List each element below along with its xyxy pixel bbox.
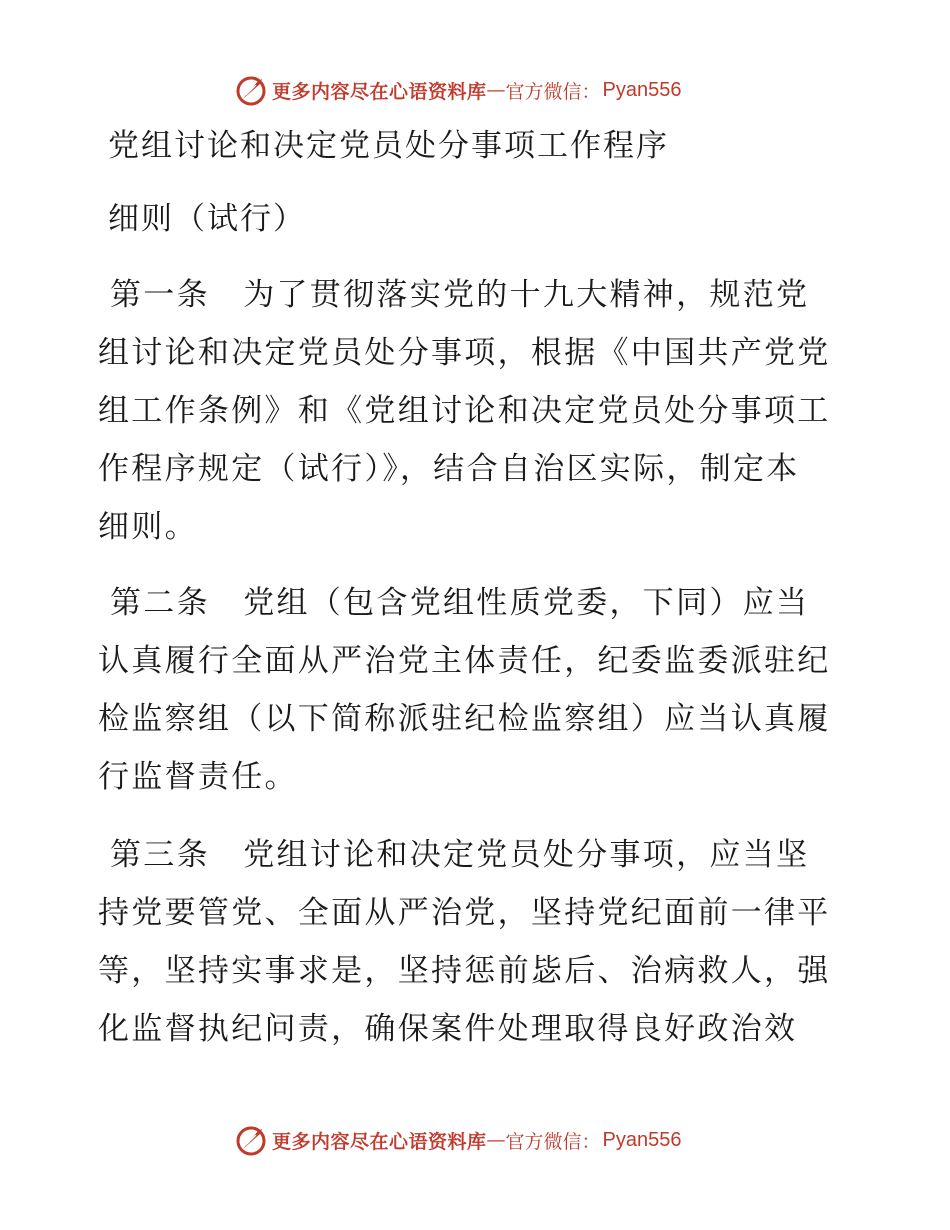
text-line: 认真履行全面从严治党主体责任，纪委监委派驻纪 [98,643,831,679]
text-line: 第一条 为了贯彻落实党的十九大精神，规范党 [110,277,810,313]
text-line: 检监察组（以下简称派驻纪检监察组）应当认真履 [98,701,831,737]
document-title-line-1: 党组讨论和决定党员处分事项工作程序 [108,128,669,164]
watermark-official-label: 官方微信： [505,1130,601,1153]
article-2-paragraph [98,574,858,806]
watermark-wechat-id: Pyan556 [602,78,682,101]
header-watermark [234,72,682,108]
watermark-wechat-id: Pyan556 [602,1128,682,1151]
text-line: 持党要管党、全面从严治党，坚持党纪面前一律平 [98,895,831,931]
document-title-line-2: 细则（试行） [108,201,306,237]
text-line: 等，坚持实事求是，坚持惩前毖后、治病救人，强 [98,953,831,989]
watermark-separator: — [486,1129,506,1151]
watermark-text: 更多内容尽在心语资料库 [272,1130,487,1153]
text-line: 细则。 [98,509,198,545]
feather-pen-logo-icon [234,73,268,107]
feather-pen-logo-icon [234,1123,268,1157]
article-1-paragraph [98,266,858,556]
text-line: 组讨论和决定党员处分事项，根据《中国共产党党 [98,335,831,371]
text-line: 作程序规定（试行）》，结合自治区实际，制定本 [98,451,800,487]
watermark-separator: — [486,79,506,101]
footer-watermark [234,1122,682,1158]
article-3-paragraph [98,826,858,1058]
text-line: 第三条 党组讨论和决定党员处分事项，应当坚 [110,837,810,873]
watermark-official-label: 官方微信： [505,80,601,103]
text-line: 第二条 党组（包含党组性质党委，下同）应当 [110,585,810,621]
watermark-text: 更多内容尽在心语资料库 [272,80,487,103]
text-line: 组工作条例》和《党组讨论和决定党员处分事项工 [98,393,831,429]
text-line: 化监督执纪问责，确保案件处理取得良好政治效 [98,1011,798,1047]
text-line: 行监督责任。 [98,759,298,795]
